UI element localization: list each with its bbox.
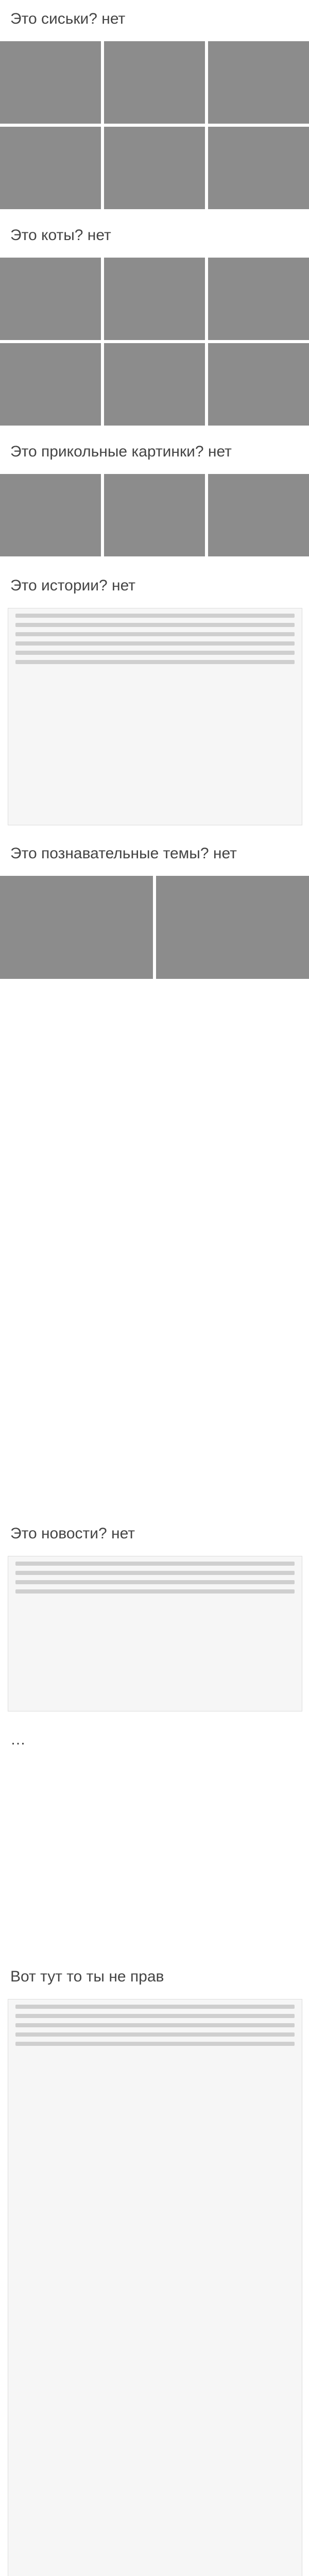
thumbnail-grid xyxy=(0,258,309,426)
section-heading: … xyxy=(10,1731,26,1748)
text-panel xyxy=(8,608,302,825)
section-heading: Это истории? нет xyxy=(10,577,136,594)
text-panel xyxy=(8,1556,302,1711)
text-panel xyxy=(8,1999,302,2576)
section-heading: Это новости? нет xyxy=(10,1525,135,1542)
section-heading: Это сиськи? нет xyxy=(10,10,126,27)
thumbnail-grid xyxy=(0,876,309,979)
section-heading: Это прикольные картинки? нет xyxy=(10,443,232,460)
section-heading: Вот тут то ты не прав xyxy=(10,1968,164,1985)
section-heading: Это познавательные темы? нет xyxy=(10,845,237,862)
section-heading: Это коты? нет xyxy=(10,227,111,244)
thumbnail-grid xyxy=(0,474,309,556)
thumbnail-grid xyxy=(0,41,309,209)
